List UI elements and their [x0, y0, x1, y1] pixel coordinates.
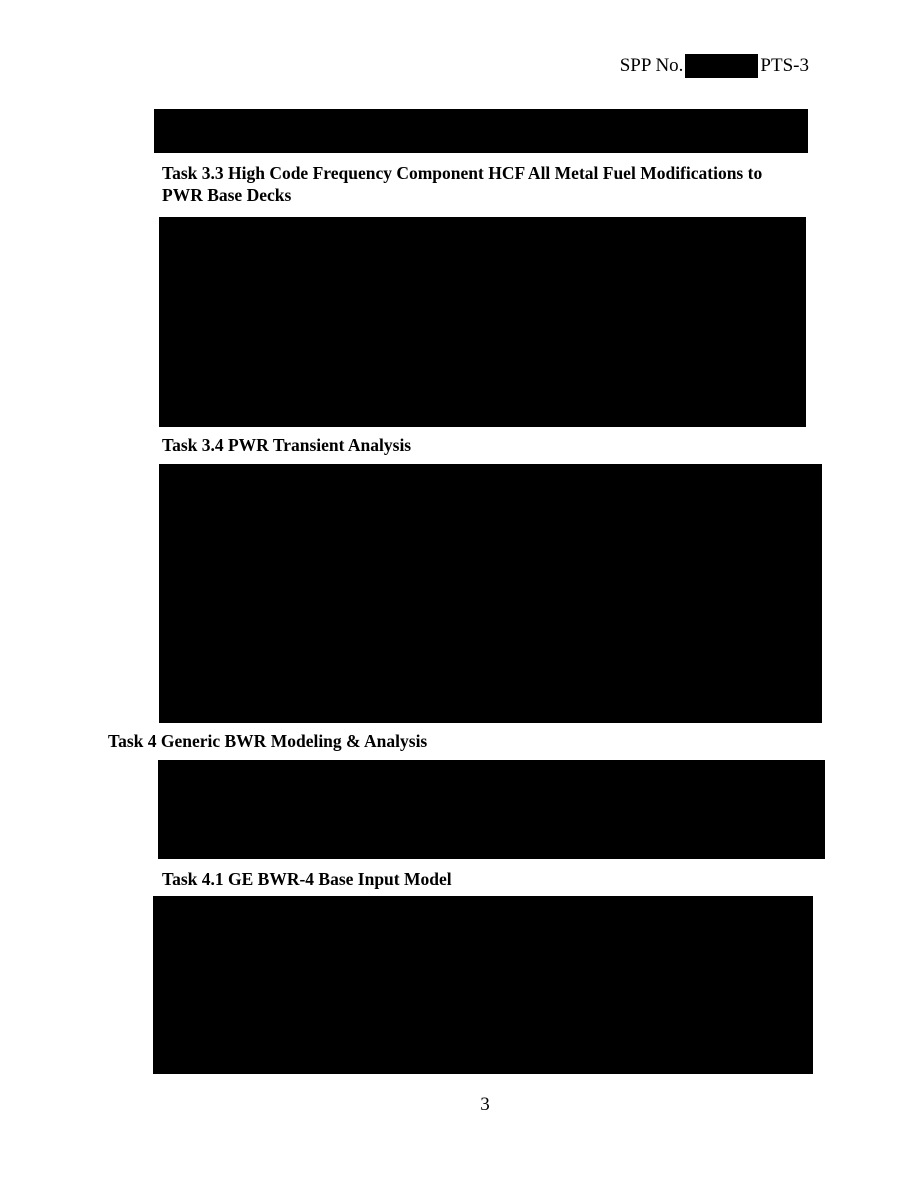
heading-task-3-3: Task 3.3 High Code Frequency Component HCF All Metal Fuel Modifications to PWR Base Decks — [162, 163, 763, 205]
page-number: 3 — [480, 1094, 490, 1115]
page-header — [620, 54, 809, 78]
redacted-block-4 — [158, 760, 825, 859]
heading-task-3-4: Task 3.4 PWR Transient Analysis — [162, 435, 412, 455]
spp-number-suffix: PTS-3 — [760, 55, 809, 76]
redacted-spp-number — [685, 54, 758, 78]
redacted-block-5 — [153, 896, 813, 1074]
redacted-block-1 — [154, 109, 808, 153]
redacted-block-3 — [159, 464, 822, 723]
redacted-block-2 — [159, 217, 806, 427]
heading-task-4: Task 4 Generic BWR Modeling & Analysis — [108, 731, 428, 751]
spp-number-label: SPP No. — [619, 55, 684, 76]
heading-task-4-1: Task 4.1 GE BWR-4 Base Input Model — [162, 869, 452, 889]
